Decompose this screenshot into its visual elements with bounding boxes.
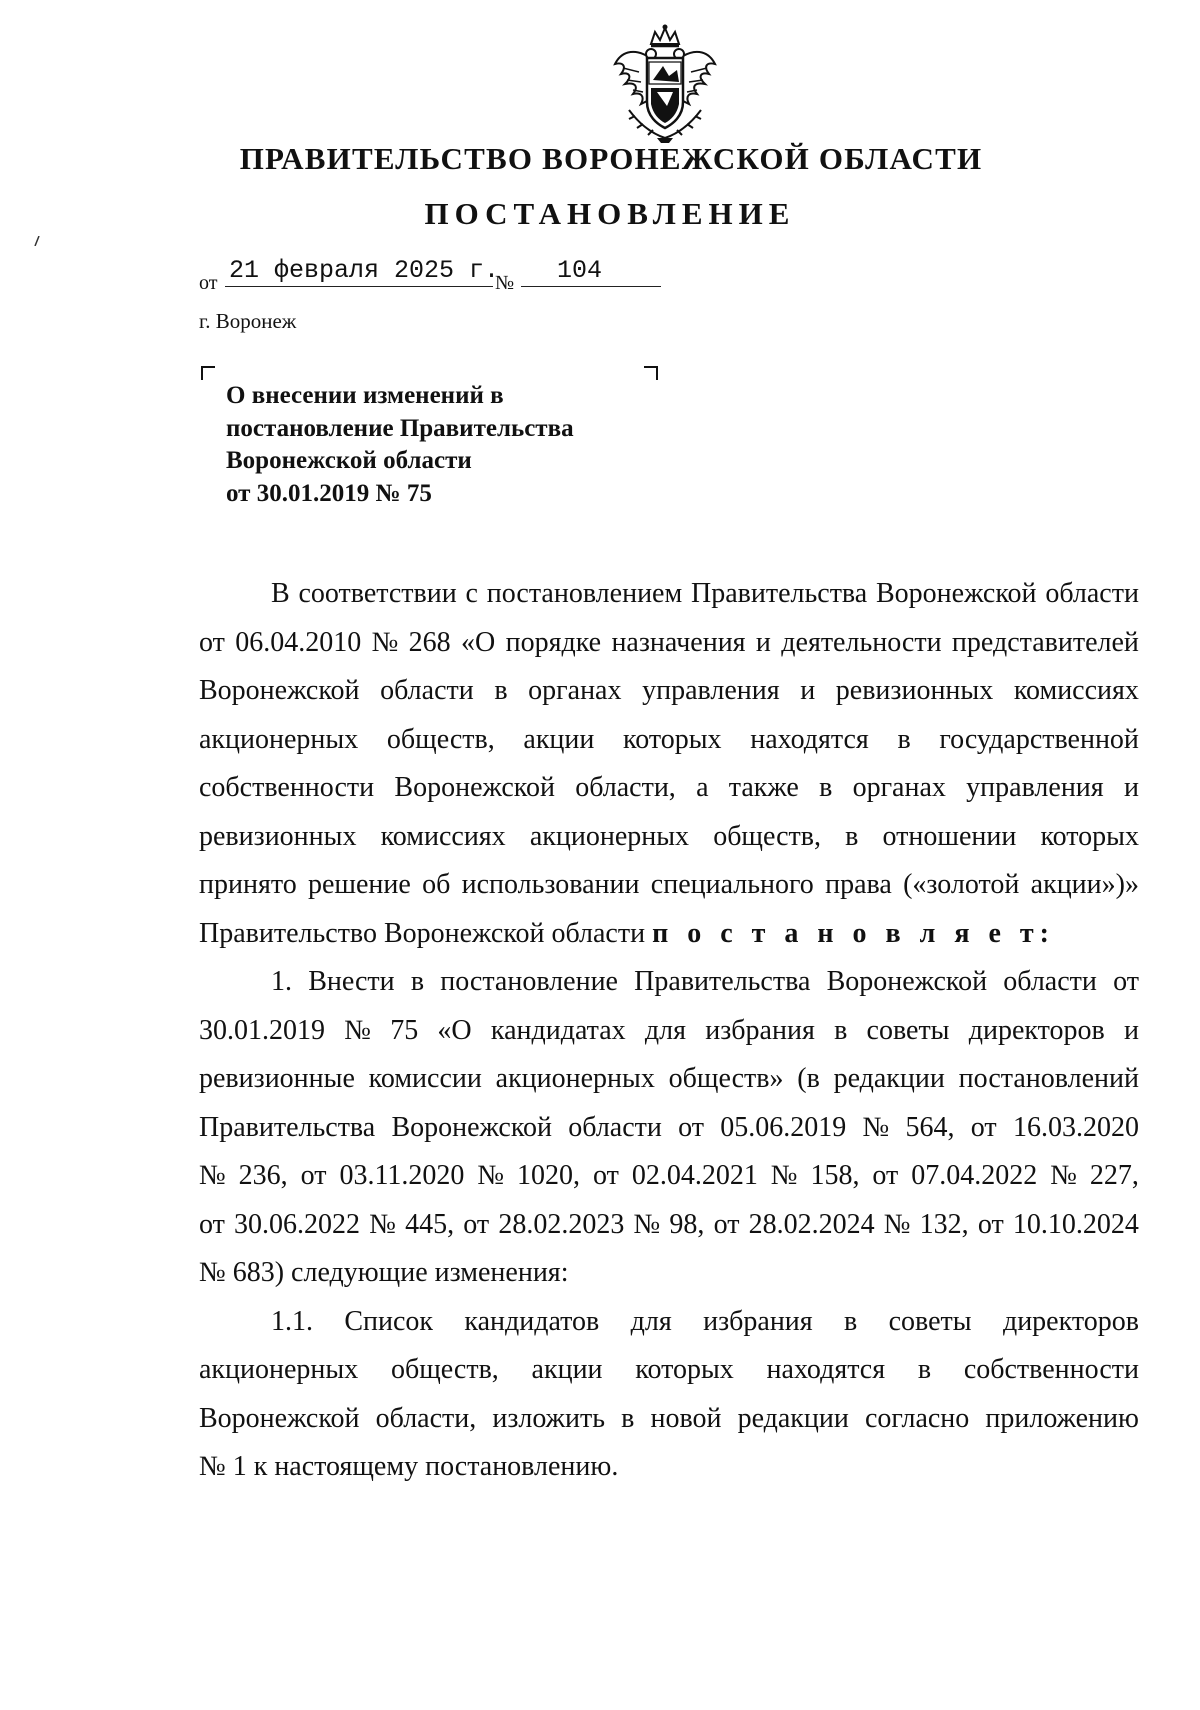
word: в [844,1305,858,1337]
word: области [1003,966,1097,997]
word: 268 [408,626,451,658]
word: для [644,1014,687,1046]
number-underline [521,286,661,287]
word: от [713,1208,740,1240]
body-line [199,619,1139,668]
word: (в [797,1063,820,1094]
word: Правительства [691,578,868,609]
word: об [422,869,451,900]
document-subject [226,380,666,510]
word: находятся [750,723,869,755]
word: акционерных [199,723,359,755]
word: № [344,1014,371,1046]
body-line [199,1055,1139,1104]
body-line [199,861,1139,910]
word: № [862,1111,890,1143]
word: («золотой [903,869,1020,900]
preamble-lead-text: Правительство Воронежской области [199,917,646,949]
word: № [371,626,399,658]
registration-line [199,256,669,296]
word: новой [650,1402,722,1434]
document-date: 21 февраля 2025 г. [229,256,500,285]
word: Воронежской [876,578,1037,609]
word: соответствии [298,578,457,609]
word: и [1123,772,1139,803]
word: № [1050,1160,1077,1191]
word: избрания [705,1014,815,1046]
decree-word: п о с т а н о в л я е т: [652,917,1056,949]
word: «О [461,626,496,658]
word: в [621,1402,635,1434]
word: и [1123,1014,1139,1046]
word: 28.02.2023 [498,1208,625,1240]
word: комиссиях [380,820,506,852]
word: 30.06.2022 [234,1208,361,1240]
word: акционерных [529,820,690,852]
word: редакции [737,1402,849,1434]
word: которых [1040,820,1139,852]
word: постановлением [486,578,683,609]
word: комиссиях [1013,675,1139,706]
word: акционерных [199,1354,359,1385]
subject-line: от 30.01.2019 № 75 [226,479,432,507]
word: а [696,772,709,803]
word: государственной [939,723,1139,755]
word: кандидатов [464,1305,600,1337]
word: 132, [919,1208,969,1240]
word: от [593,1160,619,1191]
word: Правительства [634,966,811,997]
word: области, [375,1402,477,1434]
word: с [465,578,478,609]
body-line [199,716,1139,765]
word: Воронежской [826,966,988,997]
word: обществ, [386,723,495,755]
word: редакции [833,1063,945,1094]
word: назначения [611,626,746,658]
word: 158, [810,1160,860,1191]
word: обществ» [668,1063,784,1094]
body-line [199,1201,1139,1250]
word: отношении [882,820,1017,852]
word: от [977,1208,1004,1240]
word: в [834,1014,848,1046]
word: 03.11.2020 [339,1160,465,1191]
word: 98, [669,1208,705,1240]
word: избрания [703,1305,813,1337]
word: от [678,1111,705,1143]
body-line [199,570,1139,619]
word: Список [344,1305,434,1337]
date-underline [225,286,493,287]
word: собственности [199,772,375,803]
word: 236, [238,1160,288,1191]
word: 564, [905,1111,955,1143]
word: ревизионных [199,820,357,852]
word: и [755,626,771,658]
word: права [825,869,892,900]
document-type-heading: ПОСТАНОВЛЕНИЕ [424,196,796,231]
word: Воронежской [391,1111,552,1143]
body-line [199,813,1139,862]
word: в [845,820,859,852]
word: от [199,1208,225,1240]
word: которых [635,1354,734,1385]
word: для [630,1305,672,1337]
body-line [199,1152,1139,1201]
word: собственности [963,1354,1139,1385]
word: органах [528,675,622,706]
word: управления [642,675,780,706]
body-line [199,958,1139,1007]
subject-bracket-right [644,366,658,380]
body-line [199,764,1139,813]
word: директоров [1002,1305,1139,1337]
word: 227, [1089,1160,1139,1191]
word: № [770,1160,798,1191]
word: 1.1. [271,1305,313,1337]
word: области [1045,578,1139,609]
word: постановление [440,966,618,997]
word: кандидатах [490,1014,626,1046]
word: Воронежской [394,772,555,803]
word: Правительства [199,1111,376,1143]
body-line: № 1 к настоящему постановлению. [199,1451,619,1482]
word: 1020, [517,1160,581,1191]
word: постановлений [958,1063,1139,1094]
word: решение [307,869,411,900]
word: изложить [492,1402,606,1434]
word: обществ, [390,1354,499,1385]
word: принято [199,869,297,900]
word: «О [437,1014,472,1046]
body-line [199,910,1139,959]
word: № [199,1160,226,1191]
word: 30.01.2019 [199,1014,325,1046]
word: от [872,1160,899,1191]
word: № [883,1208,911,1240]
word: 75 [390,1014,419,1046]
word: находятся [766,1354,886,1385]
city-label: г. Воронеж [199,309,297,333]
word: обществ, [713,820,822,852]
word: В [271,578,290,609]
word: специального [650,869,814,900]
number-prefix-label: № [495,272,515,294]
word: которых [623,723,722,755]
word: в [897,723,911,755]
word: от [199,626,225,658]
body-line [199,1395,1139,1444]
coat-of-arms-icon [607,22,723,144]
body-line: № 683) следующие изменения: [199,1257,569,1288]
body-line [199,1346,1139,1395]
body-line [199,667,1139,716]
word: приложению [985,1402,1139,1434]
word: 445, [405,1208,455,1240]
word: управления [966,772,1104,803]
word: акционерных [495,1063,655,1094]
word: № [477,1160,505,1191]
word: 05.06.2019 [720,1111,847,1143]
word: в [494,675,508,706]
word: деятельности [781,626,942,658]
word: области [380,675,474,706]
word: в [410,966,425,997]
word: комиссии [368,1063,482,1094]
body-line [199,1104,1139,1153]
organization-title: ПРАВИТЕЛЬСТВО ВОРОНЕЖСКОЙ ОБЛАСТИ [239,141,983,176]
word: № [369,1208,396,1240]
word: советы [888,1305,972,1337]
word: порядке [505,626,602,658]
word: органах [852,772,946,803]
word: от [1113,966,1139,997]
word: 07.04.2022 [911,1160,1038,1191]
document-body [199,570,1139,1492]
word: согласно [864,1402,970,1434]
body-line [199,1007,1139,1056]
word: 06.04.2010 [235,626,362,658]
word: области, [575,772,676,803]
word: 16.03.2020 [1012,1111,1139,1143]
word: области [568,1111,662,1143]
word: ревизионных [835,675,994,706]
word: Воронежской [199,675,360,706]
word: директоров [968,1014,1105,1046]
word: также [728,772,799,803]
word: в [819,772,833,803]
subject-line: постановление Правительства [226,414,574,442]
word: от [970,1111,997,1143]
subject-line: Воронежской области [226,447,472,474]
word: от [300,1160,327,1191]
word: в [917,1354,932,1385]
word: № [633,1208,661,1240]
word: Внести [308,966,395,997]
body-line [199,1298,1139,1347]
word: Воронежской [199,1402,360,1434]
word: 1. [271,966,292,997]
word: ревизионные [199,1063,355,1094]
word: акции [531,1354,603,1385]
word: советы [866,1014,950,1046]
scan-speck [34,236,40,246]
word: представителей [951,626,1139,658]
word: 02.04.2021 [631,1160,758,1191]
word: 10.10.2024 [1012,1208,1139,1240]
subject-line: О внесении изменений в [226,382,504,409]
word: акции [523,723,595,755]
date-prefix-label: от [199,272,218,294]
word: использовании [461,869,640,900]
word: акции»)» [1030,869,1139,900]
document-number: 104 [557,256,603,285]
word: от [463,1208,490,1240]
word: и [800,675,816,706]
subject-bracket-left [201,366,215,380]
word: 28.02.2024 [748,1208,875,1240]
